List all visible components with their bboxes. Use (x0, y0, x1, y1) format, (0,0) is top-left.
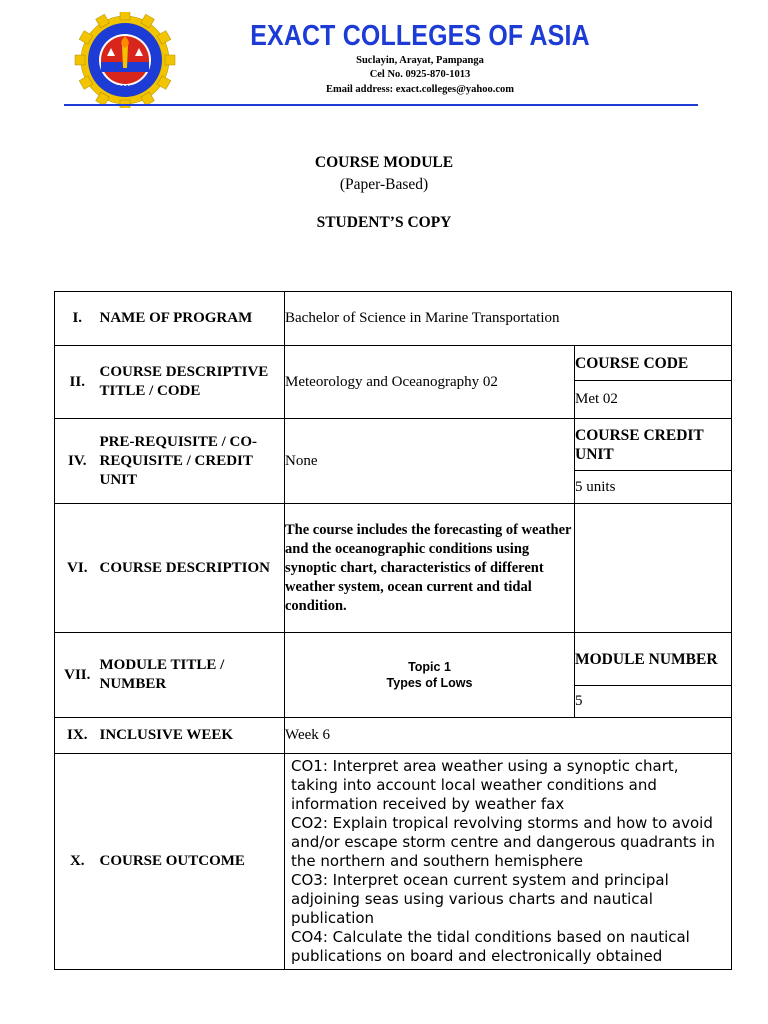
course-info-table (54, 291, 732, 970)
header-rule (64, 104, 698, 106)
row-label: PRE-REQUISITE / CO-REQUISITE / CREDIT UNIT (100, 419, 285, 504)
table-row (55, 504, 732, 633)
table-row (55, 718, 732, 754)
course-title: Meteorology and Oceanography 02 (285, 346, 575, 419)
college-logo (70, 12, 180, 108)
row-number: VII. (55, 633, 100, 718)
course-outcomes (285, 754, 732, 970)
table-row (55, 419, 732, 471)
college-email: Email address: exact.colleges@yahoo.com (325, 84, 515, 95)
topic-number: Topic 1 (408, 660, 451, 674)
table-row (55, 346, 732, 381)
credit-unit-value: 5 units (575, 471, 732, 504)
topic-title: Types of Lows (386, 676, 473, 690)
row-label: INCLUSIVE WEEK (100, 718, 285, 754)
row-label: COURSE DESCRIPTIVE TITLE / CODE (100, 346, 285, 419)
row-number: I. (55, 292, 100, 346)
outcome-co3: CO3: Interpret ocean current system and principal adjoining seas using various charts and nautical publication (291, 871, 669, 927)
row-number: II. (55, 346, 100, 419)
college-name: EXACT COLLEGES OF ASIA (250, 20, 590, 52)
table-row (55, 292, 732, 346)
course-code-label: COURSE CODE (575, 346, 732, 381)
table-row (55, 633, 732, 686)
module-title: COURSE MODULE (314, 154, 454, 171)
row-label: NAME OF PROGRAM (100, 292, 285, 346)
module-number-label: MODULE NUMBER (575, 633, 732, 686)
row-label: COURSE OUTCOME (100, 754, 285, 970)
row-number: VI. (55, 504, 100, 633)
copy-type: STUDENT’S COPY (316, 214, 452, 231)
table-row (55, 754, 732, 970)
program-name: Bachelor of Science in Marine Transportation (285, 292, 732, 346)
module-format: (Paper-Based) (339, 176, 429, 193)
course-code-value: Met 02 (575, 381, 732, 419)
credit-unit-label: COURSE CREDIT UNIT (575, 419, 732, 471)
prerequisite-value: None (285, 419, 575, 504)
row-number: X. (55, 754, 100, 970)
outcome-co2: CO2: Explain tropical revolving storms and how to avoid and/or escape storm centre and dangerous quadrants in the northern and southern hemisphere (291, 814, 716, 870)
logo-year: 2011 (117, 85, 133, 92)
module-number-value: 5 (575, 686, 732, 718)
row-number: IX. (55, 718, 100, 754)
course-description: The course includes the forecasting of weather and the oceanographic conditions using synoptic chart, characteristics of different weather system, ocean current and tidal condition. (285, 504, 575, 633)
row-number: IV. (55, 419, 100, 504)
row-label: MODULE TITLE / NUMBER (100, 633, 285, 718)
module-topic (285, 633, 575, 718)
empty-cell (575, 504, 732, 633)
row-label: COURSE DESCRIPTION (100, 504, 285, 633)
inclusive-week: Week 6 (285, 718, 732, 754)
outcome-co4: CO4: Calculate the tidal conditions based on nautical publications on board and electronically obtained (291, 928, 690, 965)
college-address: Suclayin, Arayat, Pampanga (356, 55, 484, 66)
outcome-co1: CO1: Interpret area weather using a synoptic chart, taking into account local weather conditions and information received by weather fax (291, 757, 679, 813)
college-phone: Cel No. 0925-870-1013 (369, 69, 471, 80)
